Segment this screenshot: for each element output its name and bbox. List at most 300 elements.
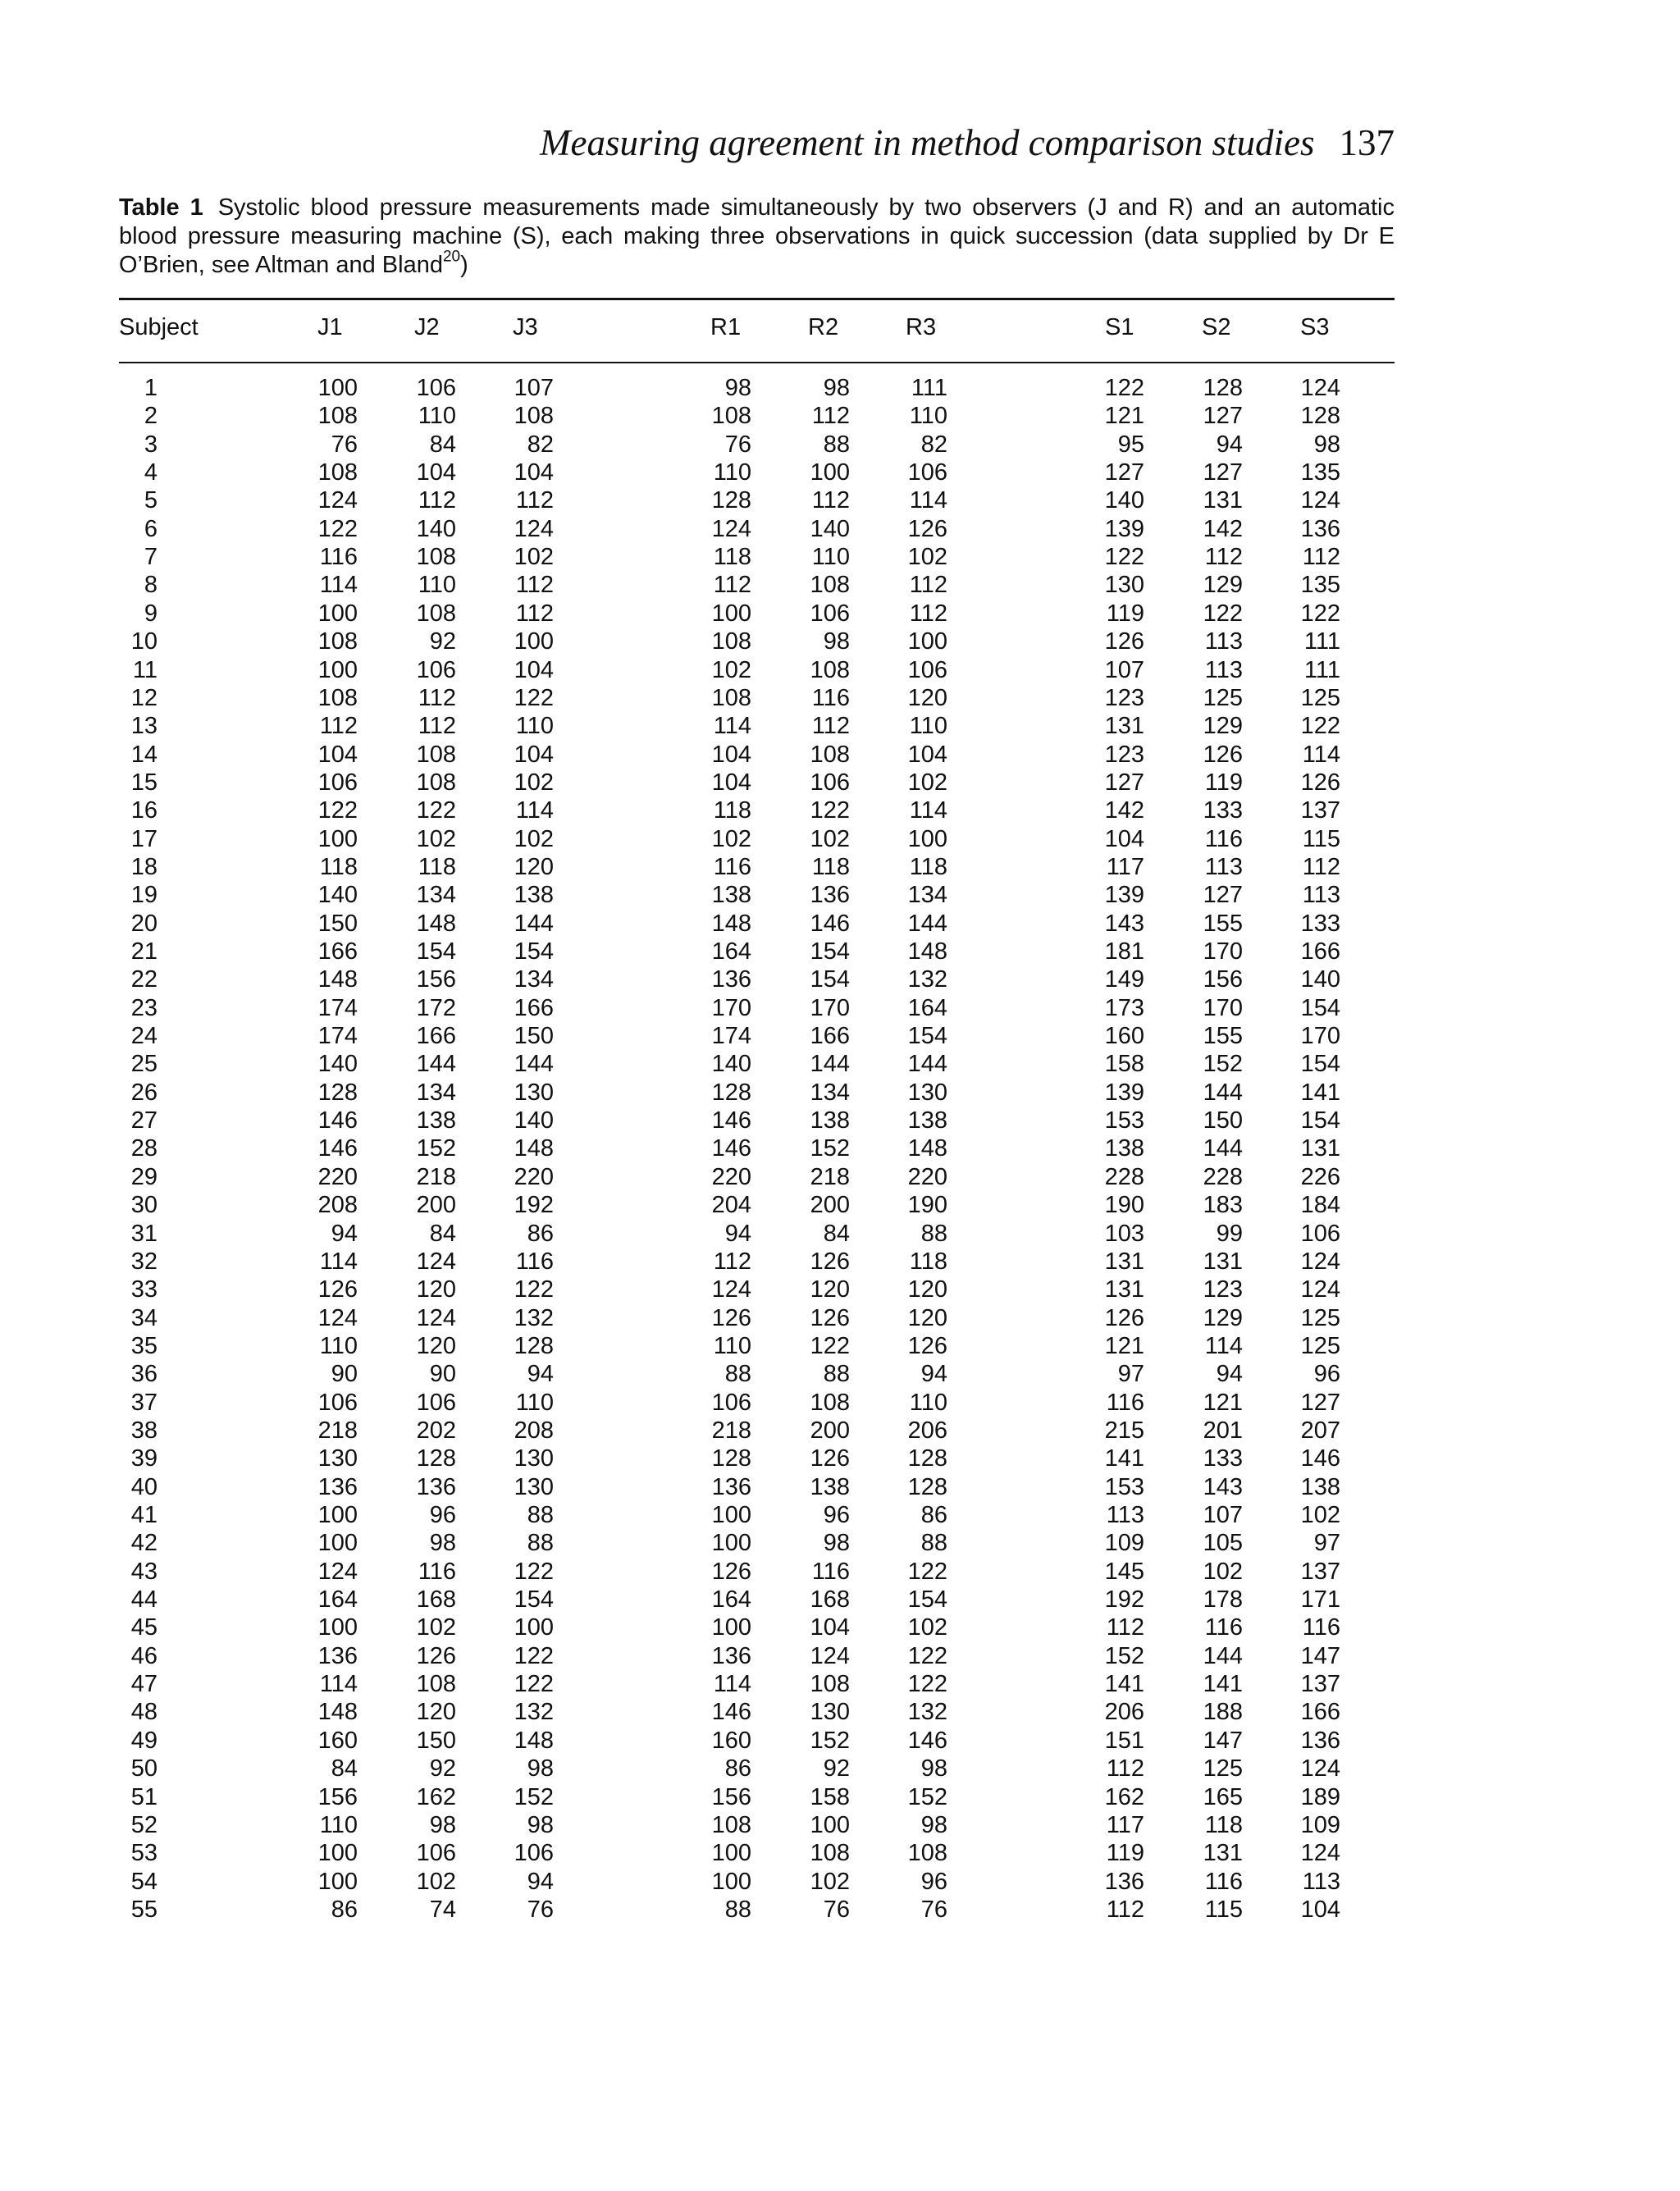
cell-j1: 218 <box>317 1417 358 1444</box>
cell-j2: 110 <box>418 403 456 430</box>
cell-r3: 164 <box>907 994 947 1021</box>
cell-r3: 118 <box>909 1248 947 1275</box>
table-row <box>0 1614 1680 1641</box>
cell-s1: 151 <box>1104 1727 1144 1754</box>
cell-s1: 228 <box>1104 1163 1144 1190</box>
cell-r1: 128 <box>711 487 751 514</box>
cell-j2: 98 <box>429 1811 456 1838</box>
cell-r2: 126 <box>810 1445 850 1472</box>
page-number: 137 <box>1339 122 1395 163</box>
cell-s3: 135 <box>1300 572 1340 599</box>
table-row <box>0 1868 1680 1896</box>
cell-s3: 104 <box>1300 1896 1340 1923</box>
table-row <box>0 910 1680 938</box>
cell-r1: 108 <box>711 1811 751 1838</box>
cell-s1: 181 <box>1104 938 1144 965</box>
cell-s3: 166 <box>1300 938 1340 965</box>
cell-j1: 100 <box>317 375 358 401</box>
cell-r3: 86 <box>920 1502 947 1528</box>
cell-j1: 148 <box>317 1699 358 1726</box>
cell-s3: 111 <box>1303 628 1340 655</box>
table-row <box>0 853 1680 881</box>
cell-s3: 124 <box>1300 1248 1340 1275</box>
cell-j1: 100 <box>317 1530 358 1557</box>
cell-s2: 170 <box>1203 938 1243 965</box>
cell-subject: 3 <box>144 431 158 458</box>
cell-s3: 128 <box>1300 403 1340 430</box>
cell-s3: 125 <box>1300 1332 1340 1359</box>
cell-r3: 152 <box>907 1783 947 1810</box>
table-row <box>0 769 1680 797</box>
cell-s3: 98 <box>1313 431 1340 458</box>
cell-s2: 115 <box>1204 1896 1243 1923</box>
cell-j1: 106 <box>317 1389 358 1416</box>
cell-s2: 127 <box>1203 882 1243 909</box>
cell-s1: 131 <box>1104 713 1144 740</box>
cell-j2: 218 <box>416 1163 456 1190</box>
cell-s2: 131 <box>1203 1248 1243 1275</box>
cell-j3: 100 <box>514 628 554 655</box>
cell-s2: 116 <box>1204 825 1243 852</box>
cell-r2: 106 <box>810 769 850 796</box>
column-header-s2: S2 <box>1202 314 1231 340</box>
table-row <box>0 965 1680 993</box>
cell-r3: 106 <box>907 459 947 486</box>
caption-text: Systolic blood pressure measurements made simultaneously by two observers (J and R) and an automatic blood pressure measuring machine (S), each making three observations in quick succession (data supplied by Dr E O’Brien, see Altman and Bland <box>119 194 1395 278</box>
cell-r2: 108 <box>810 1671 850 1698</box>
cell-r3: 104 <box>907 741 947 768</box>
cell-j3: 128 <box>514 1332 554 1359</box>
cell-j2: 200 <box>416 1192 456 1219</box>
cell-r2: 120 <box>810 1276 850 1303</box>
cell-r1: 146 <box>711 1135 751 1162</box>
cell-j1: 100 <box>317 1868 358 1895</box>
cell-r3: 98 <box>920 1811 947 1838</box>
cell-r2: 98 <box>823 1530 850 1557</box>
cell-j2: 102 <box>416 825 456 852</box>
cell-r3: 88 <box>920 1220 947 1247</box>
cell-r1: 126 <box>711 1558 751 1585</box>
cell-subject: 44 <box>130 1586 158 1614</box>
cell-s3: 124 <box>1300 375 1340 401</box>
cell-r3: 126 <box>907 515 947 542</box>
cell-s2: 105 <box>1203 1530 1243 1557</box>
cell-r2: 126 <box>810 1304 850 1331</box>
cell-j1: 140 <box>317 1051 358 1078</box>
cell-j2: 92 <box>429 628 456 655</box>
cell-j2: 152 <box>416 1135 456 1162</box>
cell-r2: 102 <box>810 1868 850 1895</box>
cell-j3: 122 <box>514 1671 554 1698</box>
cell-subject: 9 <box>144 600 158 627</box>
caption-closing: ) <box>460 252 468 278</box>
cell-r2: 124 <box>810 1642 850 1669</box>
cell-s1: 127 <box>1104 769 1144 796</box>
cell-s3: 131 <box>1300 1135 1340 1162</box>
table-row <box>0 741 1680 769</box>
cell-j2: 168 <box>416 1586 456 1614</box>
column-header-s3: S3 <box>1300 314 1330 340</box>
cell-s3: 112 <box>1302 853 1340 880</box>
cell-j3: 104 <box>514 656 554 683</box>
table-row <box>0 994 1680 1022</box>
table-row <box>0 1389 1680 1417</box>
cell-s1: 126 <box>1104 628 1144 655</box>
cell-s3: 124 <box>1300 1755 1340 1782</box>
cell-r3: 128 <box>907 1473 947 1500</box>
cell-j2: 156 <box>416 966 456 993</box>
cell-j1: 128 <box>317 1079 358 1106</box>
table-row <box>0 1445 1680 1472</box>
cell-j2: 84 <box>429 431 456 458</box>
column-header-j2: J2 <box>414 314 440 340</box>
cell-r3: 114 <box>909 797 947 824</box>
cell-j3: 98 <box>527 1755 554 1782</box>
cell-r1: 220 <box>711 1163 751 1190</box>
cell-subject: 50 <box>130 1755 158 1782</box>
cell-s1: 109 <box>1104 1530 1144 1557</box>
cell-subject: 15 <box>130 769 158 796</box>
cell-r2: 144 <box>810 1051 850 1078</box>
cell-r3: 102 <box>907 1614 947 1641</box>
cell-subject: 36 <box>130 1361 158 1388</box>
cell-s3: 114 <box>1302 741 1340 768</box>
cell-r2: 88 <box>823 431 850 458</box>
cell-j3: 166 <box>514 994 554 1021</box>
cell-s3: 138 <box>1300 1473 1340 1500</box>
cell-subject: 11 <box>132 656 158 683</box>
table-row <box>0 1727 1680 1755</box>
cell-r1: 118 <box>713 797 751 824</box>
cell-s1: 139 <box>1104 1079 1144 1106</box>
cell-j1: 160 <box>317 1727 358 1754</box>
cell-j2: 112 <box>418 713 456 740</box>
cell-r2: 100 <box>810 1811 850 1838</box>
cell-r1: 156 <box>711 1783 751 1810</box>
cell-j2: 106 <box>416 656 456 683</box>
cell-r2: 96 <box>823 1502 850 1528</box>
cell-r1: 86 <box>724 1755 751 1782</box>
cell-r2: 200 <box>810 1417 850 1444</box>
cell-s3: 154 <box>1300 1051 1340 1078</box>
cell-r1: 94 <box>724 1220 751 1247</box>
cell-j3: 122 <box>514 684 554 711</box>
cell-subject: 42 <box>130 1530 158 1557</box>
cell-s3: 116 <box>1302 1614 1340 1641</box>
cell-r2: 108 <box>810 1389 850 1416</box>
cell-j2: 120 <box>416 1276 456 1303</box>
cell-j3: 98 <box>527 1811 554 1838</box>
cell-j2: 202 <box>416 1417 456 1444</box>
running-head-title: Measuring agreement in method comparison studies <box>540 122 1315 163</box>
cell-s1: 138 <box>1104 1135 1144 1162</box>
cell-j1: 124 <box>317 487 358 514</box>
cell-r2: 108 <box>810 572 850 599</box>
table-row <box>0 1896 1680 1924</box>
running-head <box>540 121 1395 164</box>
cell-r1: 98 <box>724 375 751 401</box>
cell-r1: 100 <box>711 1502 751 1528</box>
cell-s1: 141 <box>1104 1671 1144 1698</box>
cell-r3: 122 <box>907 1558 947 1585</box>
table-row <box>0 1220 1680 1248</box>
cell-r2: 106 <box>810 600 850 627</box>
cell-s3: 124 <box>1300 1276 1340 1303</box>
cell-r1: 116 <box>713 853 751 880</box>
cell-s2: 129 <box>1203 713 1243 740</box>
cell-j2: 134 <box>416 882 456 909</box>
cell-s3: 137 <box>1300 797 1340 824</box>
cell-j1: 100 <box>317 1614 358 1641</box>
cell-j1: 108 <box>317 628 358 655</box>
cell-subject: 39 <box>130 1445 158 1472</box>
cell-j1: 220 <box>317 1163 358 1190</box>
cell-s2: 127 <box>1203 459 1243 486</box>
cell-r3: 118 <box>909 853 947 880</box>
cell-s2: 126 <box>1203 741 1243 768</box>
cell-r2: 118 <box>811 853 850 880</box>
cell-s2: 116 <box>1204 1614 1243 1641</box>
cell-s3: 124 <box>1300 487 1340 514</box>
cell-subject: 37 <box>130 1389 158 1416</box>
cell-j3: 114 <box>515 797 554 824</box>
cell-r1: 100 <box>711 1868 751 1895</box>
cell-s1: 117 <box>1106 1811 1144 1838</box>
cell-s3: 137 <box>1300 1558 1340 1585</box>
cell-s1: 158 <box>1104 1051 1144 1078</box>
table-row <box>0 515 1680 543</box>
cell-s2: 150 <box>1203 1107 1243 1134</box>
cell-r2: 154 <box>810 966 850 993</box>
cell-r3: 88 <box>920 1530 947 1557</box>
cell-s2: 155 <box>1203 910 1243 937</box>
table-row <box>0 684 1680 712</box>
cell-subject: 20 <box>130 910 158 937</box>
cell-j2: 102 <box>416 1868 456 1895</box>
cell-s1: 145 <box>1104 1558 1144 1585</box>
cell-j1: 122 <box>317 797 358 824</box>
cell-s3: 146 <box>1300 1445 1340 1472</box>
cell-j3: 144 <box>514 910 554 937</box>
cell-r1: 112 <box>713 572 751 599</box>
cell-s1: 121 <box>1104 403 1144 430</box>
cell-subject: 46 <box>130 1642 158 1669</box>
cell-r2: 98 <box>823 628 850 655</box>
cell-subject: 32 <box>130 1248 158 1275</box>
cell-j2: 124 <box>416 1248 456 1275</box>
cell-r2: 166 <box>810 1023 850 1050</box>
cell-r3: 144 <box>907 1051 947 1078</box>
table-row <box>0 938 1680 965</box>
cell-j1: 112 <box>319 713 358 740</box>
cell-s1: 140 <box>1104 487 1144 514</box>
cell-subject: 35 <box>130 1332 158 1359</box>
cell-s2: 183 <box>1203 1192 1243 1219</box>
cell-r2: 108 <box>810 1840 850 1867</box>
cell-r1: 100 <box>711 1840 751 1867</box>
cell-subject: 45 <box>130 1614 158 1641</box>
cell-r3: 110 <box>909 403 947 430</box>
cell-s3: 122 <box>1300 600 1340 627</box>
cell-j3: 132 <box>514 1699 554 1726</box>
cell-r3: 102 <box>907 544 947 571</box>
cell-j2: 108 <box>416 1671 456 1698</box>
table-row <box>0 1839 1680 1867</box>
cell-r3: 102 <box>907 769 947 796</box>
cell-j2: 136 <box>416 1473 456 1500</box>
cell-j2: 118 <box>418 853 456 880</box>
cell-j2: 116 <box>418 1558 456 1585</box>
cell-j3: 132 <box>514 1304 554 1331</box>
table-row <box>0 1276 1680 1303</box>
cell-subject: 27 <box>130 1107 158 1134</box>
cell-r2: 140 <box>810 515 850 542</box>
cell-j2: 108 <box>416 600 456 627</box>
cell-r2: 108 <box>810 656 850 683</box>
cell-s1: 131 <box>1104 1248 1144 1275</box>
cell-subject: 4 <box>144 459 158 486</box>
cell-r2: 152 <box>810 1135 850 1162</box>
cell-s1: 206 <box>1104 1699 1144 1726</box>
cell-j2: 126 <box>416 1642 456 1669</box>
cell-j1: 124 <box>317 1304 358 1331</box>
table-row <box>0 486 1680 514</box>
cell-j2: 138 <box>416 1107 456 1134</box>
cell-s2: 144 <box>1203 1642 1243 1669</box>
cell-j2: 110 <box>418 572 456 599</box>
table-row <box>0 1050 1680 1078</box>
cell-j3: 102 <box>514 769 554 796</box>
table-label: Table 1 <box>119 194 203 221</box>
cell-j2: 90 <box>429 1361 456 1388</box>
cell-r2: 112 <box>811 487 850 514</box>
cell-j2: 102 <box>416 1614 456 1641</box>
cell-s2: 142 <box>1203 515 1243 542</box>
cell-s2: 127 <box>1203 403 1243 430</box>
cell-s2: 133 <box>1203 1445 1243 1472</box>
cell-r3: 82 <box>920 431 947 458</box>
table-row <box>0 656 1680 684</box>
cell-j1: 140 <box>317 882 358 909</box>
cell-s2: 131 <box>1203 1840 1243 1867</box>
cell-s2: 129 <box>1203 572 1243 599</box>
cell-r1: 128 <box>711 1079 751 1106</box>
cell-j1: 146 <box>317 1135 358 1162</box>
cell-r2: 152 <box>810 1727 850 1754</box>
cell-s1: 136 <box>1104 1868 1144 1895</box>
cell-r1: 140 <box>711 1051 751 1078</box>
cell-subject: 29 <box>130 1163 158 1190</box>
cell-s2: 178 <box>1203 1586 1243 1614</box>
cell-s3: 112 <box>1302 544 1340 571</box>
cell-s2: 143 <box>1203 1473 1243 1500</box>
cell-s3: 122 <box>1300 713 1340 740</box>
cell-r2: 76 <box>823 1896 850 1923</box>
column-header-r1: R1 <box>710 314 742 340</box>
cell-s3: 109 <box>1300 1811 1340 1838</box>
cell-j3: 108 <box>514 403 554 430</box>
cell-subject: 13 <box>130 713 158 740</box>
cell-s3: 102 <box>1300 1502 1340 1528</box>
cell-s2: 119 <box>1204 769 1243 796</box>
cell-r3: 138 <box>907 1107 947 1134</box>
cell-s3: 154 <box>1300 1107 1340 1134</box>
cell-r2: 130 <box>810 1699 850 1726</box>
cell-r2: 108 <box>810 741 850 768</box>
cell-s3: 135 <box>1300 459 1340 486</box>
table-row <box>0 1304 1680 1332</box>
cell-r3: 120 <box>907 1304 947 1331</box>
cell-subject: 18 <box>130 853 158 880</box>
cell-j1: 84 <box>331 1755 358 1782</box>
cell-s1: 112 <box>1106 1896 1144 1923</box>
cell-s2: 228 <box>1203 1163 1243 1190</box>
cell-s1: 119 <box>1106 600 1144 627</box>
cell-subject: 55 <box>130 1896 158 1923</box>
cell-s1: 113 <box>1106 1502 1144 1528</box>
table-caption <box>119 194 1395 280</box>
cell-subject: 17 <box>130 825 158 852</box>
cell-r1: 108 <box>711 684 751 711</box>
cell-subject: 14 <box>130 741 158 768</box>
cell-j2: 84 <box>429 1220 456 1247</box>
cell-s1: 160 <box>1104 1023 1144 1050</box>
table-row <box>0 1501 1680 1529</box>
cell-subject: 1 <box>144 375 158 401</box>
cell-r1: 102 <box>711 825 751 852</box>
cell-r1: 110 <box>713 459 751 486</box>
cell-j2: 106 <box>416 1840 456 1867</box>
cell-s2: 123 <box>1203 1276 1243 1303</box>
cell-j3: 112 <box>515 487 554 514</box>
cell-j1: 100 <box>317 600 358 627</box>
cell-subject: 48 <box>130 1699 158 1726</box>
cell-s2: 113 <box>1204 628 1243 655</box>
cell-j2: 120 <box>416 1332 456 1359</box>
cell-r1: 110 <box>713 1332 751 1359</box>
cell-s3: 207 <box>1300 1417 1340 1444</box>
cell-r3: 122 <box>907 1671 947 1698</box>
cell-j3: 192 <box>514 1192 554 1219</box>
cell-j1: 76 <box>331 431 358 458</box>
cell-j3: 150 <box>514 1023 554 1050</box>
cell-j3: 138 <box>514 882 554 909</box>
cell-r3: 100 <box>907 628 947 655</box>
cell-r1: 106 <box>711 1389 751 1416</box>
cell-s2: 188 <box>1203 1699 1243 1726</box>
cell-subject: 31 <box>130 1220 158 1247</box>
cell-subject: 34 <box>130 1304 158 1331</box>
cell-j1: 94 <box>331 1220 358 1247</box>
cell-s3: 111 <box>1303 656 1340 683</box>
cell-s3: 226 <box>1300 1163 1340 1190</box>
cell-j3: 122 <box>514 1558 554 1585</box>
cell-s2: 94 <box>1216 431 1243 458</box>
table-row <box>0 1529 1680 1557</box>
cell-s2: 144 <box>1203 1079 1243 1106</box>
cell-subject: 38 <box>130 1417 158 1444</box>
cell-j3: 154 <box>514 1586 554 1614</box>
cell-j2: 108 <box>416 769 456 796</box>
cell-r3: 106 <box>907 656 947 683</box>
cell-s1: 103 <box>1104 1220 1144 1247</box>
cell-s3: 189 <box>1300 1783 1340 1810</box>
cell-j2: 128 <box>416 1445 456 1472</box>
cell-r1: 128 <box>711 1445 751 1472</box>
cell-j2: 162 <box>416 1783 456 1810</box>
cell-j3: 82 <box>527 431 554 458</box>
cell-s1: 123 <box>1104 741 1144 768</box>
